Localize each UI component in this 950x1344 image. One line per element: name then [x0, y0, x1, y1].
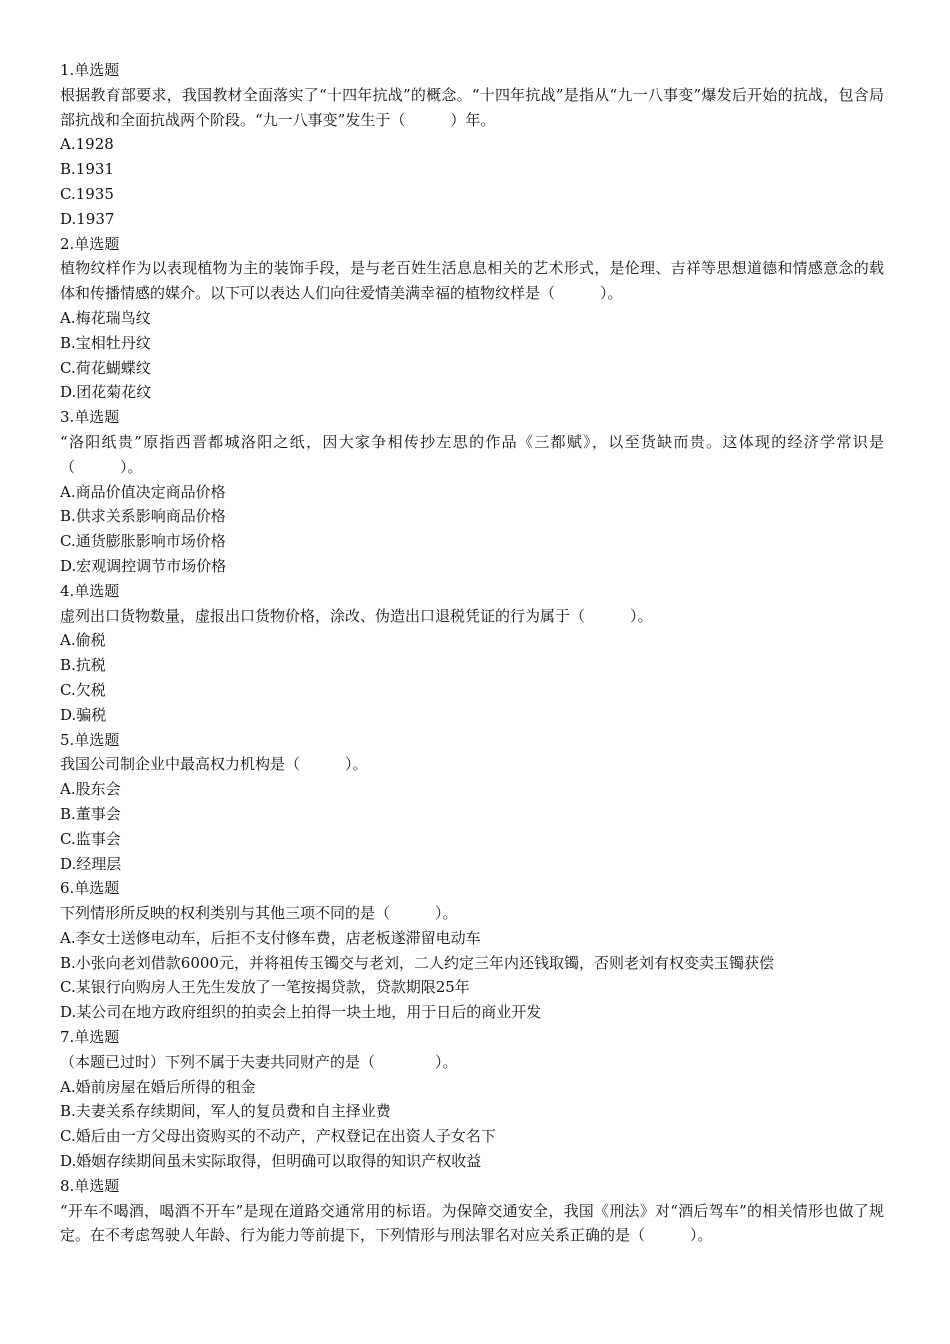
question-stem: “洛阳纸贵”原指西晋都城洛阳之纸，因大家争相传抄左思的作品《三都赋》，以至货缺而贵。这体现的经济学常识是（ ）。 [60, 432, 884, 476]
question-stem: （本题已过时）下列不属于夫妻共同财产的是（ ）。 [60, 1052, 458, 1071]
question-header: 7.单选题 [60, 1028, 120, 1047]
option-d[interactable]: D.1937 [60, 209, 115, 228]
question-4 [60, 579, 884, 728]
question-header: 3.单选题 [60, 408, 120, 427]
option-a[interactable]: A.1928 [60, 135, 114, 154]
option-d[interactable]: D.宏观调控调节市场价格 [60, 556, 227, 575]
question-stem: 虚列出口货物数量，虚报出口货物价格，涂改、伪造出口退税凭证的行为属于（ ）。 [60, 606, 653, 625]
option-c[interactable]: C.欠税 [60, 680, 106, 699]
question-stem: 根据教育部要求，我国教材全面落实了“十四年抗战”的概念。“十四年抗战”是指从“九一八事变”爆发后开始的抗战，包含局部抗战和全面抗战两个阶段。“九一八事变”发生于（ ）年。 [60, 85, 884, 129]
option-d[interactable]: D.团花菊花纹 [60, 383, 152, 402]
question-header: 1.单选题 [60, 61, 120, 79]
option-c[interactable]: C.1935 [60, 184, 114, 203]
question-header: 5.单选题 [60, 730, 120, 749]
question-3 [60, 405, 884, 579]
question-header: 2.单选题 [60, 234, 120, 253]
option-a[interactable]: A.李女士送修电动车，后拒不支付修车费，店老板遂滞留电动车 [60, 928, 481, 947]
option-d[interactable]: D.某公司在地方政府组织的拍卖会上拍得一块土地，用于日后的商业开发 [60, 1003, 542, 1022]
option-d[interactable]: D.婚姻存续期间虽未实际取得，但明确可以取得的知识产权收益 [60, 1152, 482, 1171]
option-c[interactable]: C.某银行向购房人王先生发放了一笔按揭贷款，贷款期限25年 [60, 978, 470, 997]
option-c[interactable]: C.通货膨胀影响市场价格 [60, 532, 226, 551]
option-a[interactable]: A.梅花瑞鸟纹 [60, 308, 151, 327]
question-header: 4.单选题 [60, 581, 120, 600]
option-b[interactable]: B.宝相牡丹纹 [60, 333, 151, 352]
option-b[interactable]: B.1931 [60, 160, 114, 179]
question-7 [60, 1025, 884, 1174]
option-b[interactable]: B.董事会 [60, 804, 121, 823]
option-c[interactable]: C.婚后由一方父母出资购买的不动产，产权登记在出资人子女名下 [60, 1127, 496, 1146]
question-5 [60, 728, 884, 877]
question-stem: 下列情形所反映的权利类别与其他三项不同的是（ ）。 [60, 904, 458, 923]
option-a[interactable]: A.偷税 [60, 631, 106, 650]
question-document [60, 58, 884, 1248]
question-2 [60, 232, 884, 406]
option-b[interactable]: B.供求关系影响商品价格 [60, 507, 226, 526]
option-b[interactable]: B.抗税 [60, 656, 106, 675]
option-b[interactable]: B.夫妻关系存续期间，军人的复员费和自主择业费 [60, 1102, 391, 1121]
question-8 [60, 1174, 884, 1248]
question-stem: 植物纹样作为以表现植物为主的装饰手段，是与老百姓生活息息相关的艺术形式，是伦理、吉祥等思想道德和情感意念的载体和传播情感的媒介。以下可以表达人们向往爱情美满幸福的植物纹样是（ ）。 [60, 259, 884, 303]
option-d[interactable]: D.经理层 [60, 854, 122, 873]
option-a[interactable]: A.股东会 [60, 780, 121, 799]
option-b[interactable]: B.小张向老刘借款6000元，并将祖传玉镯交与老刘，二人约定三年内还钱取镯，否则老刘有权变卖玉镯获偿 [60, 953, 774, 972]
question-header: 6.单选题 [60, 879, 120, 898]
question-stem: “开车不喝酒，喝酒不开车”是现在道路交通常用的标语。为保障交通安全，我国《刑法》对“酒后驾车”的相关情形也做了规定。在不考虑驾驶人年龄、行为能力等前提下，下列情形与刑法罪名对应关系正确的是（ ）。 [60, 1201, 884, 1245]
option-d[interactable]: D.骗税 [60, 705, 107, 724]
option-a[interactable]: A.商品价值决定商品价格 [60, 482, 226, 501]
question-1 [60, 58, 884, 232]
question-header: 8.单选题 [60, 1176, 120, 1195]
question-6 [60, 876, 884, 1025]
question-stem: 我国公司制企业中最高权力机构是（ ）。 [60, 755, 368, 774]
option-c[interactable]: C.荷花蝴蝶纹 [60, 358, 151, 377]
option-c[interactable]: C.监事会 [60, 829, 121, 848]
option-a[interactable]: A.婚前房屋在婚后所得的租金 [60, 1077, 256, 1096]
